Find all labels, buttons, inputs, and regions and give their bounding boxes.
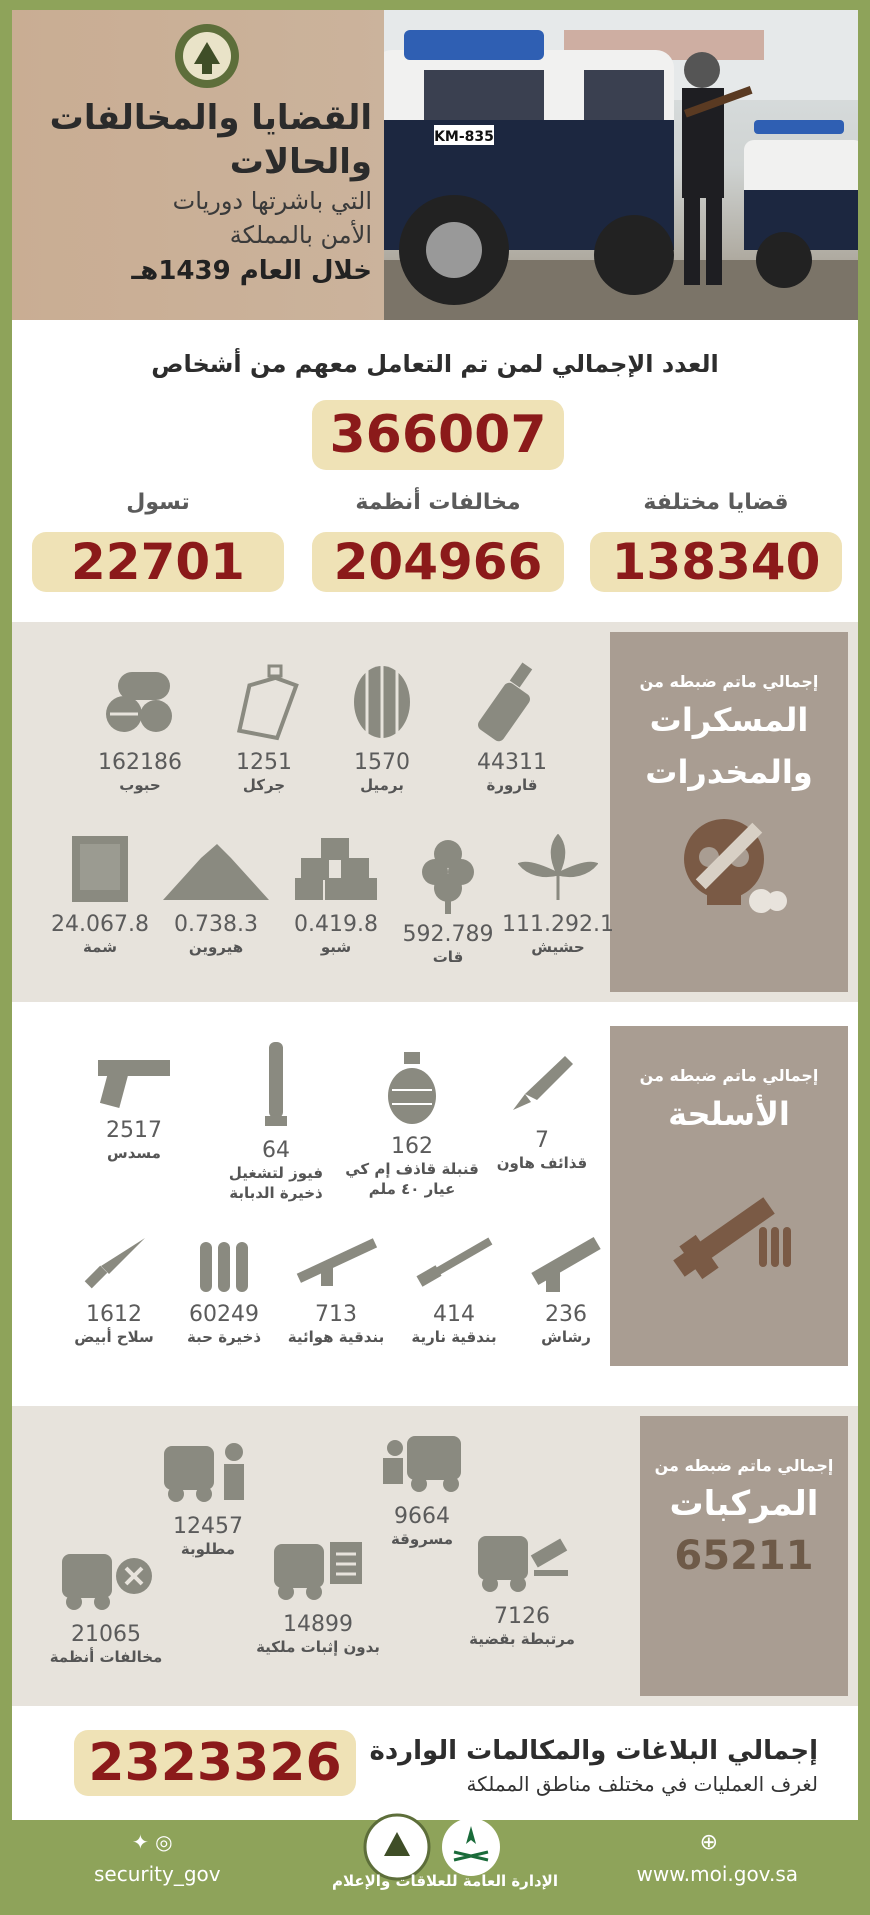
snuff-box-icon <box>70 834 130 904</box>
website-link[interactable]: www.moi.gov.sa <box>636 1862 798 1886</box>
label: سلاح أبيض <box>74 1328 154 1346</box>
category-value-begging: 22701 <box>32 532 284 592</box>
value: 414 <box>433 1302 475 1327</box>
globe-icon: ⊕ <box>699 1830 718 1855</box>
category-value-violations: 204966 <box>312 532 564 592</box>
label: مسروقة <box>390 1530 454 1548</box>
rifle-icon <box>414 1234 494 1294</box>
total-value: 366007 <box>312 400 564 470</box>
label: جركل <box>242 776 286 794</box>
label: بدون إثبات ملكية <box>256 1638 380 1656</box>
label: شمة <box>83 938 117 956</box>
label-2: عيار ٤٠ ملم <box>368 1180 456 1198</box>
label: قنبلة قاذف إم كي <box>345 1160 479 1178</box>
value: 236 <box>545 1302 587 1327</box>
label-2: ذخيرة الدبابة <box>229 1184 323 1202</box>
skull-syringe-icon <box>669 809 789 919</box>
value: 111.292.1 <box>502 912 614 937</box>
value: 24.067.8 <box>51 912 149 937</box>
license-plate: KM-835 <box>434 129 494 145</box>
label: شبو <box>320 938 352 956</box>
value: 0.738.3 <box>174 912 258 937</box>
label: مرتبطة بقضية <box>469 1630 575 1648</box>
value: 7 <box>535 1128 549 1153</box>
weapon-item-pistol <box>64 1050 204 1163</box>
weapon-item-knife <box>44 1234 184 1347</box>
reports-line1: إجمالي البلاغات والمكالمات الواردة <box>369 1736 818 1766</box>
value: 162186 <box>98 750 182 775</box>
totals-section <box>12 320 858 620</box>
label: مسدس <box>107 1144 161 1162</box>
vehicle-item-case <box>452 1526 592 1649</box>
pistol-icon <box>94 1050 174 1110</box>
weapons-section <box>12 1014 858 1368</box>
vehicle-item-violation <box>36 1544 176 1667</box>
department-name: الإدارة العامة للعلاقات والإعلام <box>332 1872 558 1890</box>
fuse-icon <box>261 1040 291 1130</box>
value: 1612 <box>86 1302 142 1327</box>
crystals-icon <box>291 834 381 904</box>
drug-item-bottle <box>442 662 582 795</box>
reports-line2: لغرف العمليات في مختلف مناطق المملكة <box>466 1772 818 1796</box>
header <box>12 10 858 320</box>
year-line: خلال العام 1439هـ <box>131 256 372 286</box>
value: 2517 <box>106 1118 162 1143</box>
label: مطلوبة <box>180 1540 236 1558</box>
machine-gun-icon <box>526 1234 606 1294</box>
label: حشيش <box>531 938 585 956</box>
drugs-side-small: إجمالي ماتم ضبطه من <box>639 672 819 691</box>
value: 21065 <box>71 1622 141 1647</box>
weapons-side-panel <box>610 1026 848 1366</box>
label: حبوب <box>119 776 161 794</box>
jerrycan-icon <box>229 662 299 742</box>
powder-pile-icon <box>161 834 271 904</box>
label: بندقية هوائية <box>287 1328 385 1346</box>
category-label-begging: تسول <box>126 490 190 515</box>
subtitle-line2: الأمن بالمملكة <box>229 221 372 249</box>
wanted-car-icon <box>158 1436 258 1506</box>
grenade-icon <box>382 1050 442 1126</box>
label: ذخيرة حبة <box>186 1328 262 1346</box>
label: برميل <box>360 776 404 794</box>
social-icons <box>132 1830 173 1854</box>
security-emblem-icon <box>172 20 242 92</box>
value: 1251 <box>236 750 292 775</box>
vehicles-section <box>12 1406 858 1706</box>
subtitle-line1: التي باشرتها دوريات <box>172 187 372 215</box>
title-block <box>32 20 372 290</box>
drugs-side-panel <box>610 632 848 992</box>
value: 9664 <box>394 1504 450 1529</box>
pills-icon <box>100 662 180 742</box>
label: مخالفات أنظمة <box>49 1648 163 1666</box>
drug-item-snuff <box>30 834 170 957</box>
label: قارورة <box>486 776 538 794</box>
weapon-item-mortar <box>472 1050 612 1173</box>
label: بندقية نارية <box>411 1328 497 1346</box>
vehicles-side-small: إجمالي ماتم ضبطه من <box>654 1456 834 1475</box>
value: 60249 <box>189 1302 259 1327</box>
footer <box>12 1820 858 1905</box>
label: قذائف هاون <box>496 1154 588 1172</box>
weapons-side-big: الأسلحة <box>668 1095 790 1133</box>
label: رشاش <box>541 1328 591 1346</box>
label: قات <box>432 948 464 966</box>
weapon-item-grenade <box>342 1050 482 1199</box>
knife-icon <box>79 1234 149 1294</box>
rifle-ammo-icon <box>659 1167 799 1287</box>
stolen-car-icon <box>377 1426 467 1496</box>
infographic <box>12 10 858 1905</box>
label: فيوز لتشغيل <box>228 1164 324 1182</box>
case-car-icon <box>472 1526 572 1596</box>
total-label: العدد الإجمالي لمن تم التعامل معهم من أشخاص <box>151 350 719 378</box>
title-line1: القضايا والمخالفات <box>49 98 372 138</box>
weapon-item-fuse <box>206 1040 346 1203</box>
drugs-side-big1: المسكرات <box>649 701 809 739</box>
value: 0.419.8 <box>294 912 378 937</box>
ministry-emblem-icon <box>440 1816 502 1878</box>
category-label-cases: قضايا مختلفة <box>643 490 789 515</box>
no-ownership-car-icon <box>268 1534 368 1604</box>
weapons-side-small: إجمالي ماتم ضبطه من <box>639 1066 819 1085</box>
vehicle-item-no-ownership <box>248 1534 388 1657</box>
value: 44311 <box>477 750 547 775</box>
ammo-icon <box>194 1234 254 1294</box>
air-rifle-icon <box>291 1234 381 1294</box>
vehicles-side-big: المركبات <box>669 1484 819 1524</box>
twitter-icon[interactable]: ✦ <box>132 1830 149 1854</box>
value: 592.789 <box>402 922 494 947</box>
police-photo <box>384 10 858 320</box>
category-label-violations: مخالفات أنظمة <box>355 490 521 515</box>
drugs-section <box>12 622 858 1002</box>
label: هيروين <box>188 938 244 956</box>
value: 64 <box>262 1138 290 1163</box>
drug-item-shabu <box>266 834 406 957</box>
bottle-icon <box>477 662 547 742</box>
khat-plant-icon <box>413 834 483 914</box>
mortar-shell-icon <box>507 1050 577 1120</box>
instagram-icon[interactable]: ◎ <box>155 1830 173 1854</box>
drug-item-jerrycan <box>194 662 334 795</box>
reports-value: 2323326 <box>74 1730 356 1796</box>
violation-car-icon <box>56 1544 156 1614</box>
category-value-cases: 138340 <box>590 532 842 592</box>
value: 12457 <box>173 1514 243 1539</box>
social-handle[interactable]: security_gov <box>94 1862 221 1886</box>
drug-item-pills <box>70 662 210 795</box>
value: 1570 <box>354 750 410 775</box>
title-line2: والحالات <box>229 142 372 182</box>
barrel-icon <box>347 662 417 742</box>
value: 713 <box>315 1302 357 1327</box>
vehicles-side-panel <box>640 1416 848 1696</box>
vehicles-side-total: 65211 <box>674 1533 814 1579</box>
value: 7126 <box>494 1604 550 1629</box>
drugs-side-big2: والمخدرات <box>645 753 813 791</box>
value: 162 <box>391 1134 433 1159</box>
cannabis-leaf-icon <box>518 834 598 904</box>
reports-section <box>12 1710 858 1820</box>
value: 14899 <box>283 1612 353 1637</box>
